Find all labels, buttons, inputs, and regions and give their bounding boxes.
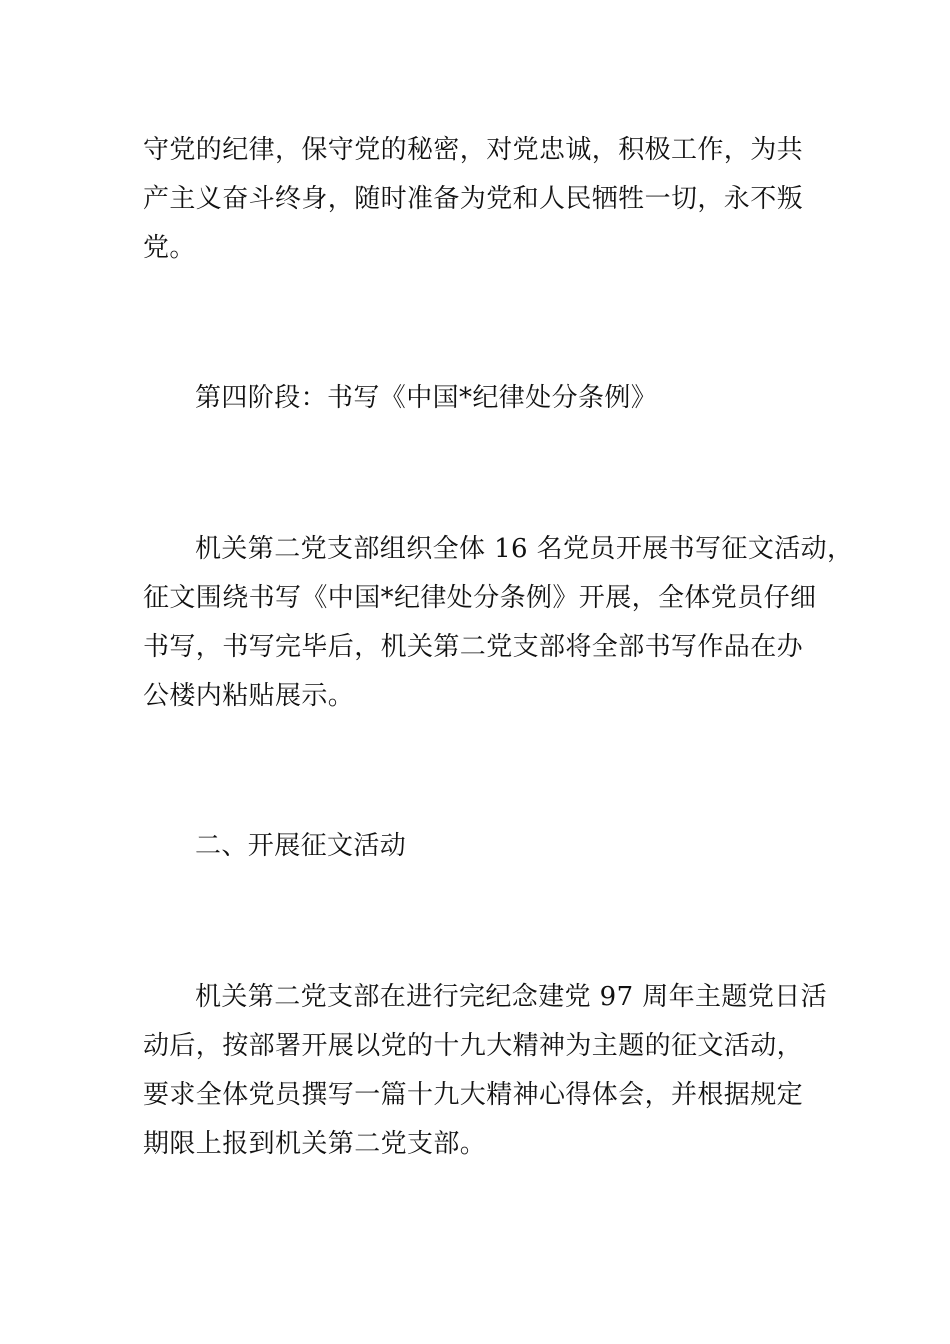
paragraph-line: 产主义奋斗终身，随时准备为党和人民牺牲一切，永不叛 (143, 184, 804, 214)
section-heading: 二、开展征文活动 (195, 831, 407, 861)
paragraph-line: 期限上报到机关第二党支部。 (143, 1129, 487, 1159)
section-heading: 第四阶段：书写《中国*纪律处分条例》 (195, 383, 658, 413)
paragraph-line: 机关第二党支部在进行完纪念建党 97 周年主题党日活 (195, 982, 828, 1012)
paragraph-line: 征文围绕书写《中国*纪律处分条例》开展，全体党员仔细 (143, 583, 817, 613)
paragraph-line: 要求全体党员撰写一篇十九大精神心得体会，并根据规定 (143, 1080, 804, 1110)
paragraph-line: 党。 (143, 233, 196, 263)
paragraph-line: 公楼内粘贴展示。 (143, 681, 355, 711)
paragraph-line: 机关第二党支部组织全体 16 名党员开展书写征文活动， (195, 534, 854, 564)
paragraph-line: 动后，按部署开展以党的十九大精神为主题的征文活动， (143, 1031, 804, 1061)
paragraph-line: 书写，书写完毕后，机关第二党支部将全部书写作品在办 (143, 632, 804, 662)
paragraph-line: 守党的纪律，保守党的秘密，对党忠诚，积极工作，为共 (143, 135, 804, 165)
